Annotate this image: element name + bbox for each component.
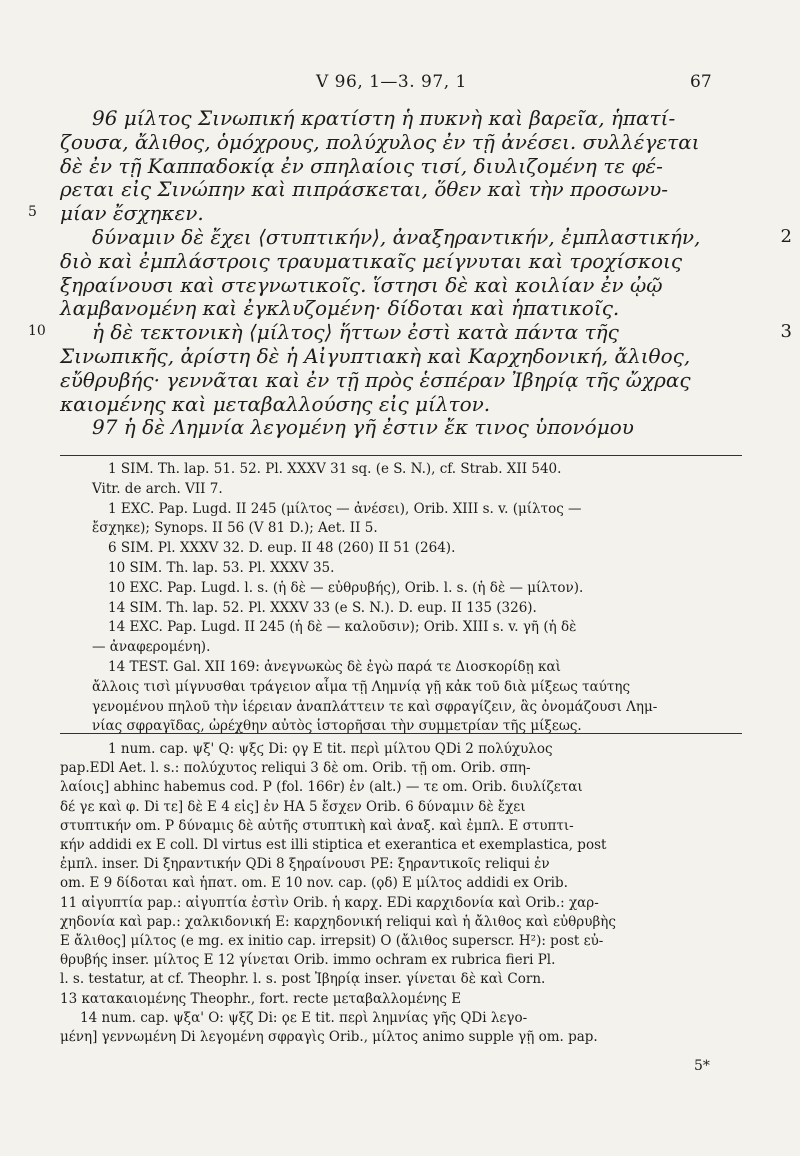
testimonia-line: 14 TEST. Gal. XII 169: ἀνεγνωκὼς δὲ ἐγὼ παρά τε Διοσκορίδῃ καὶ [108,659,561,675]
apparatus-line: pap.EDl Aet. l. s.: πολύχυτος reliqui 3 δὲ om. Orib. τῇ om. Orib. σπη- [60,760,531,777]
apparatus-line: μένη] γεννωμένη Di λεγομένη σφραγὶς Orib., μίλτος animo supple γῇ om. pap. [60,1029,598,1045]
testimonia-line: γενομένου πηλοῦ τὴν ἱέρειαν ἀναπλάττειν τε καὶ σφραγίζειν, ἃς ὀνομάζουσι Λημ- [92,698,658,715]
testimonia-line: — ἀναφερομένη). [92,639,211,656]
main-text-line: 96 μίλτος Σινωπική κρατίστη ἡ πυκνὴ καὶ βαρεῖα, ἡπατί- [92,106,676,130]
apparatus-line: ἐμπλ. inser. Di ξηραντικήν QDi 8 ξηραίνουσι PE: ξηραντικοῖς reliqui ἐν [60,856,550,873]
apparatus-line: 14 num. cap. ψξα' O: ψξζ Di: ϙε E tit. περὶ λημνίας γῆς QDi λεγο- [80,1009,528,1026]
apparatus-line: om. E 9 δίδοται καὶ ἡπατ. om. E 10 nov. cap. (ϙδ) E μίλτος addidi ex Orib. [60,875,568,892]
apparatus-line: 11 αἰγυπτία pap.: αἰγυπτία ἐστὶν Orib. ἡ καρχ. EDi καρχιδονία καὶ Orib.: χαρ- [60,894,599,911]
apparatus-line: στυπτικήν om. P δύναμις δὲ αὐτῆς στυπτικὴ καὶ ἀναξ. καὶ ἐμπλ. E στυπτι- [60,817,574,834]
testimonia-line: 6 SIM. Pl. XXXV 32. D. eup. II 48 (260) II 51 (264). [108,540,456,557]
testimonia-line: 14 EXC. Pap. Lugd. II 245 (ἡ δὲ — καλοῦσιν); Orib. XIII s. v. γῆ (ἡ δὲ [108,619,577,636]
main-text-line: Σινωπικῆς, ἀρίστη δὲ ἡ Αἰγυπτιακὴ καὶ Καρχηδονική, ἄλιθος, [60,344,691,368]
testimonia-line: 10 EXC. Pap. Lugd. l. s. (ἡ δὲ — εὐθρυβής), Orib. l. s. (ἡ δὲ — μίλτον). [108,579,584,596]
apparatus-line: l. s. testatur, at cf. Theophr. l. s. post Ἰβηρίᾳ inser. γίνεται δὲ καὶ Corn. [60,971,546,988]
main-text-line: δὲ ἐν τῇ Καππαδοκίᾳ ἐν σπηλαίοις τισί, διυλιζομένη τε φέ- [60,153,663,178]
main-text-line: δύναμιν δὲ ἔχει ⟨στυπτικήν⟩, ἀναξηραντικήν, ἐμπλαστικήν, [92,225,701,249]
page-header [0,70,800,94]
apparatus-rule [60,733,742,734]
testimonia-line: 14 SIM. Th. lap. 52. Pl. XXXV 33 (e S. N.). D. eup. II 135 (326). [108,599,537,616]
apparatus-line: δέ γε καὶ φ. Di τε] δὲ E 4 εἰς] ἐν HA 5 ἔσχεν Orib. 6 δύναμιν δὲ ἔχει [60,798,526,815]
testimonia-line: ἔσχηκε); Synops. II 56 (V 81 D.); Aet. II 5. [92,520,378,537]
apparatus-line: E ἄλιθος] μίλτος (e mg. ex initio cap. irrepsit) O (ἄλιθος superscr. H²): post εὐ- [60,933,604,949]
testimonia-line: νίας σφραγῖδας, ὠρέχθην αὐτὸς ἱστορῆσαι τὴν συμμετρίαν τῆς μίξεως. [92,718,582,735]
testimonia-line: 1 EXC. Pap. Lugd. II 245 (μίλτος — ἀνέσει), Orib. XIII s. v. (μίλτος — [108,500,582,517]
testimonia-line: ἄλλοις τισὶ μίγνυσθαι τράγειον αἷμα τῇ Λημνίᾳ γῇ κἀκ τοῦ διὰ μίξεως ταύτης [92,678,631,695]
apparatus-line: κήν addidi ex E coll. Dl virtus est illi stiptica et exerantica et exemplastica, post [60,837,607,853]
apparatus-line: λαίοις] abhinc habemus cod. P (fol. 166r) ἐν (alt.) — τε om. Orib. διυλίζεται [60,779,583,796]
apparatus-line: 1 num. cap. ψξ' Q: ψξϛ Di: ϙγ E tit. περὶ μίλτου QDi 2 πολύχυλος [108,741,553,757]
signature-mark: 5* [694,1058,710,1074]
page-number: 67 [690,72,712,92]
main-text-line: ρεται εἰς Σινώπην καὶ πιπράσκεται, ὅθεν καὶ τὴν προσωνυ- [60,177,669,202]
main-text-line: ξηραίνουσι καὶ στεγνωτικοῖς. ἵστησι δὲ καὶ κοιλίαν ἐν ᾠῷ [60,272,663,297]
section-rule [60,455,742,456]
main-text-line: ἡ δὲ τεκτονικὴ ⟨μίλτος⟩ ἥττων ἐστὶ κατὰ πάντα τῆς [92,320,619,345]
main-text-line: μίαν ἔσχηκεν. [60,201,204,226]
apparatus-line: 13 κατακαιομένης Theophr., fort. recte μεταβαλλομένης E [60,990,462,1007]
section-number: 3 [780,321,792,343]
testimonia-line: 10 SIM. Th. lap. 53. Pl. XXXV 35. [108,560,335,576]
main-text-line: εὔθρυβής· γεννᾶται καὶ ἐν τῇ πρὸς ἑσπέραν Ἰβηρίᾳ τῆς ὤχρας [60,367,691,392]
testimonia-line: Vitr. de arch. VII 7. [92,480,223,497]
main-text-line: ζουσα, ἄλιθος, ὁμόχρους, πολύχυλος ἐν τῇ ἀνέσει. συλλέγεται [60,129,700,154]
testimonia-line: 1 SIM. Th. lap. 51. 52. Pl. XXXV 31 sq. (e S. N.), cf. Strab. XII 540. [108,461,562,477]
section-number: 2 [780,226,792,247]
apparatus-line: θρυβής inser. μίλτος E 12 γίνεται Orib. immo ochram ex rubrica fieri Pl. [60,952,556,969]
main-text-line: 97 ἡ δὲ Λημνία λεγομένη γῆ ἐστιν ἔκ τινος ὑπονόμου [92,415,634,440]
running-title: V 96, 1—3. 97, 1 [316,72,467,92]
apparatus-line: χηδονία καὶ pap.: χαλκιδονική E: καρχηδονική reliqui καὶ ἡ ἄλιθος καὶ εὐθρυβὴς [60,913,616,930]
main-text-line: λαμβανομένη καὶ ἐγκλυζομένη· δίδοται καὶ ἡπατικοῖς. [60,296,620,321]
line-number: 5 [28,204,37,221]
main-text-line: καιομένης καὶ μεταβαλλούσης εἰς μίλτον. [60,391,491,416]
main-text-line: διὸ καὶ ἐμπλάστροις τραυματικαῖς μείγνυται καὶ τροχίσκοις [60,248,683,273]
line-number: 10 [28,323,46,340]
